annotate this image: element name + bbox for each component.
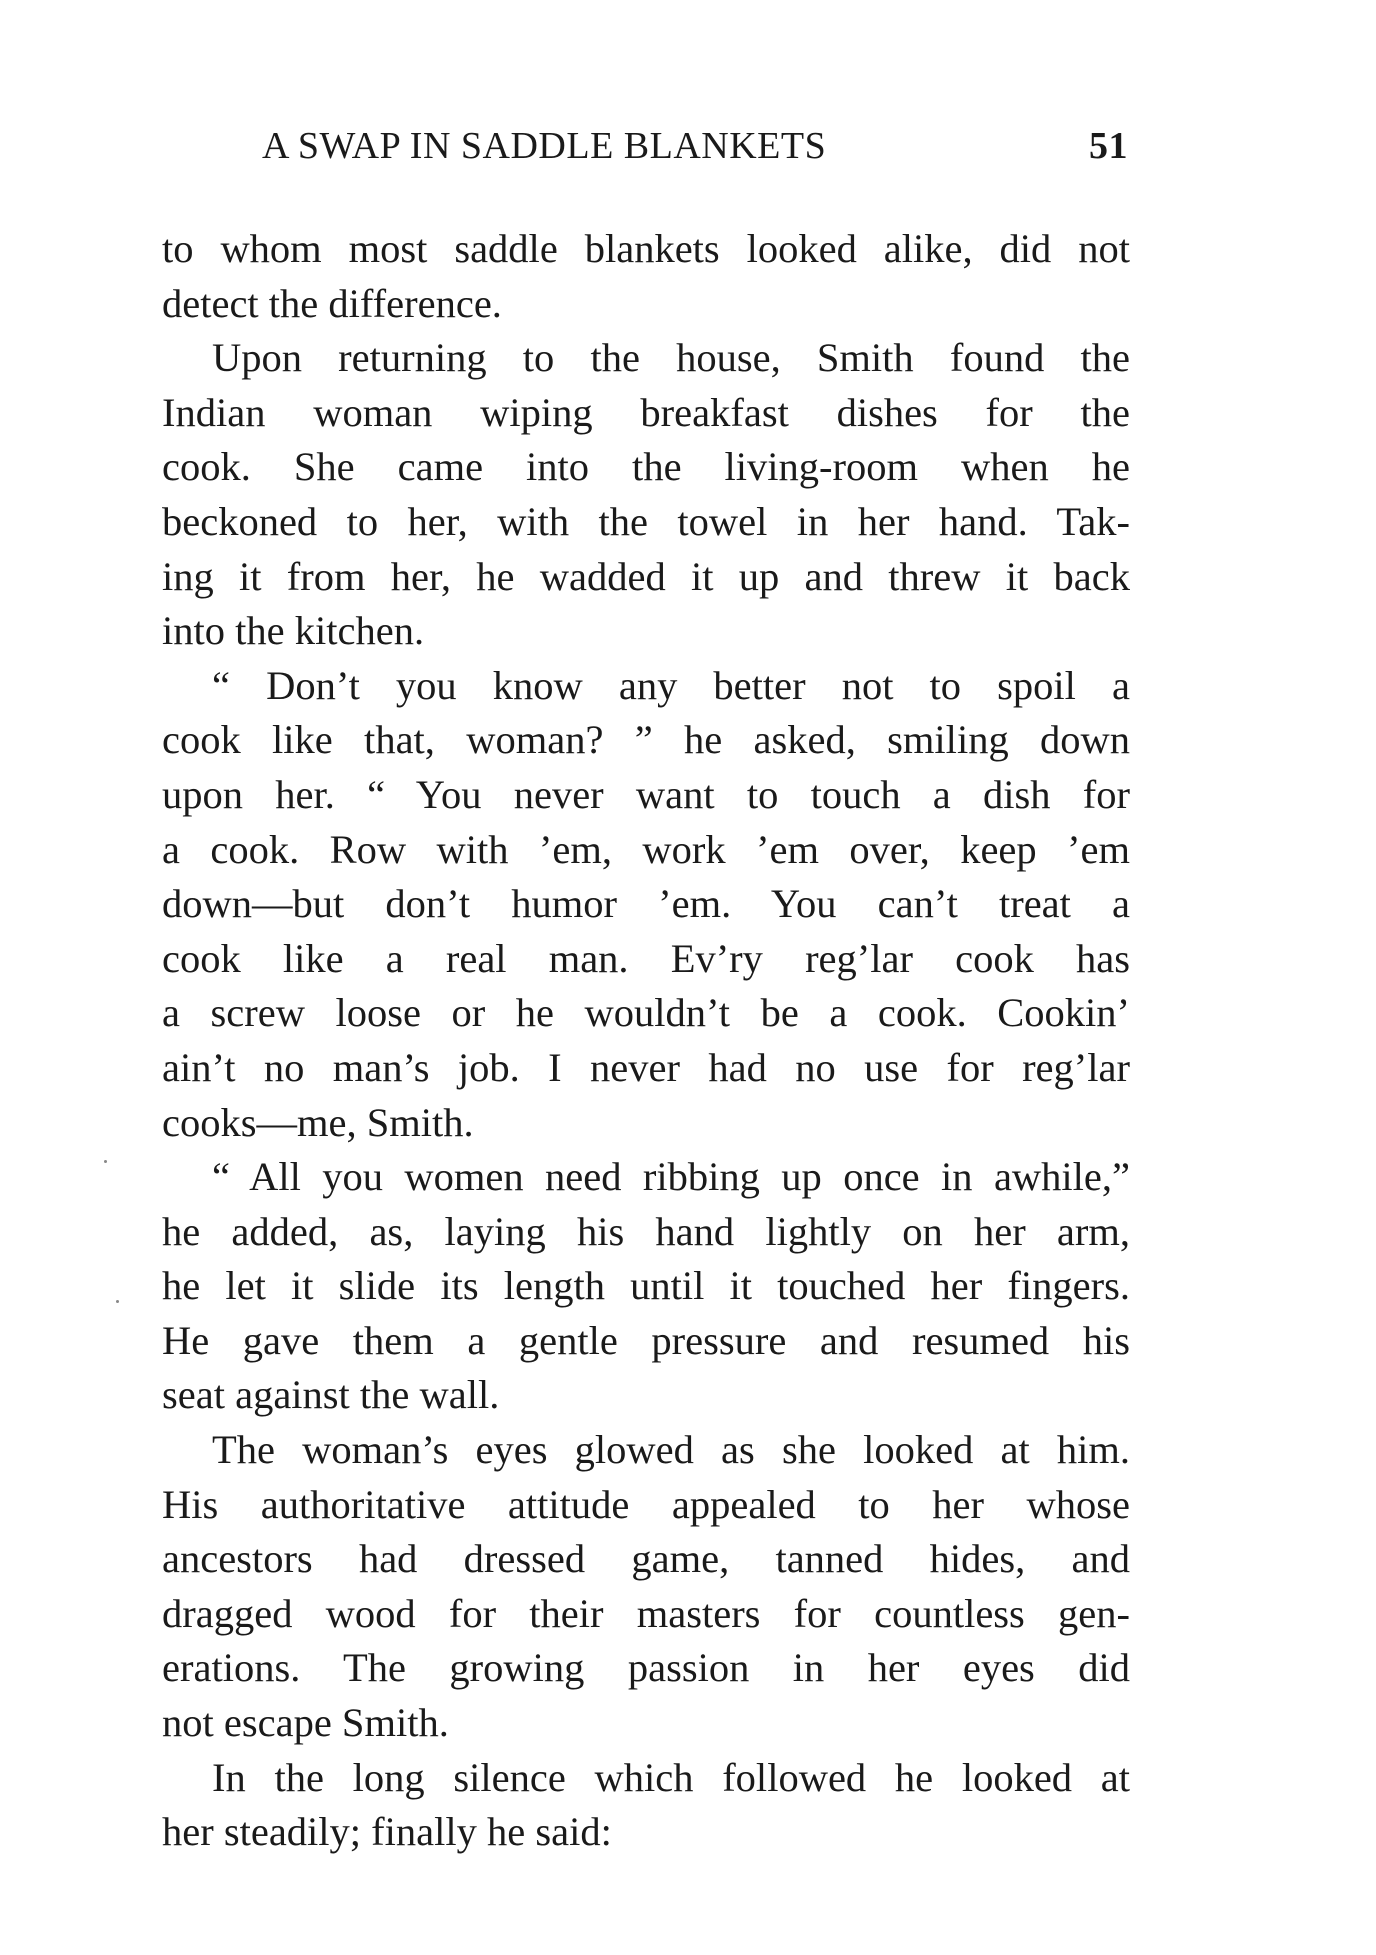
text-line: dragged wood for their masters for countless gen-	[162, 1590, 1130, 1636]
text-line: a cook. Row with ’em, work ’em over, keep ’em	[162, 826, 1130, 872]
scan-speck	[116, 1300, 119, 1303]
text-line: he let it slide its length until it touched her fingers.	[162, 1263, 1130, 1309]
text-line: seat against the wall.	[162, 1372, 500, 1418]
text-line: erations. The growing passion in her eyes did	[162, 1645, 1130, 1691]
text-line: ain’t no man’s job. I never had no use for reg’lar	[162, 1044, 1130, 1090]
text-line: In the long silence which followed he looked at	[212, 1754, 1130, 1800]
scan-speck	[104, 1160, 107, 1163]
text-line: He gave them a gentle pressure and resumed his	[162, 1317, 1130, 1363]
page-number: 51	[1089, 125, 1128, 167]
text-line: “ Don’t you know any better not to spoil a	[212, 662, 1130, 708]
text-line: The woman’s eyes glowed as she looked at him.	[212, 1427, 1130, 1473]
text-line: His authoritative attitude appealed to her whose	[162, 1481, 1130, 1527]
text-line: ancestors had dressed game, tanned hides, and	[162, 1536, 1130, 1582]
text-line: a screw loose or he wouldn’t be a cook. Cookin’	[162, 990, 1130, 1036]
text-line: upon her. “ You never want to touch a dish for	[162, 771, 1130, 817]
text-line: cook. She came into the living-room when he	[162, 444, 1130, 490]
text-line: Indian woman wiping breakfast dishes for the	[162, 389, 1130, 435]
text-line: ing it from her, he wadded it up and threw it back	[162, 553, 1130, 599]
text-line: detect the difference.	[162, 280, 502, 326]
text-line: Upon returning to the house, Smith found the	[212, 335, 1130, 381]
text-line: beckoned to her, with the towel in her hand. Tak-	[162, 498, 1130, 544]
body-text	[162, 222, 1130, 1860]
text-line: he added, as, laying his hand lightly on her arm,	[162, 1208, 1130, 1254]
text-line: cook like that, woman? ” he asked, smiling down	[162, 717, 1130, 763]
text-line: cook like a real man. Ev’ry reg’lar cook has	[162, 935, 1130, 981]
running-head	[262, 124, 1128, 174]
text-line: her steadily; finally he said:	[162, 1809, 612, 1855]
text-line: “ All you women need ribbing up once in awhile,”	[212, 1154, 1130, 1200]
chapter-title: A SWAP IN SADDLE BLANKETS	[262, 125, 827, 167]
text-line: down—but don’t humor ’em. You can’t treat a	[162, 881, 1130, 927]
text-line: into the kitchen.	[162, 608, 425, 654]
text-line: cooks—me, Smith.	[162, 1099, 474, 1145]
text-line: to whom most saddle blankets looked alike, did not	[162, 226, 1130, 271]
text-line: not escape Smith.	[162, 1700, 449, 1746]
